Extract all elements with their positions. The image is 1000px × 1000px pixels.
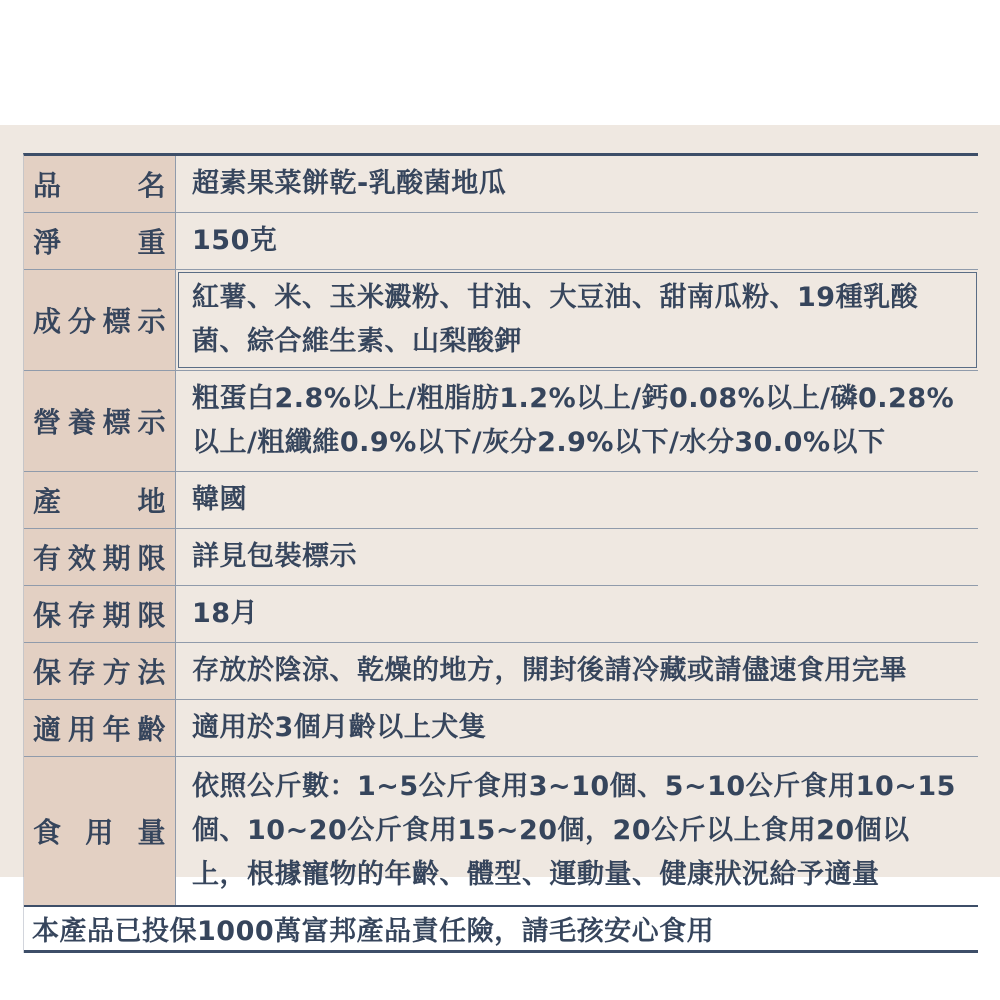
- table-row: [24, 700, 978, 757]
- insurance-note-text: 本產品已投保1000萬富邦產品責任險，請毛孩安心食用: [32, 916, 715, 947]
- product-spec-table: [23, 153, 978, 953]
- insurance-note-row: [24, 905, 978, 953]
- row-value-cell-highlighted: [176, 270, 978, 370]
- row-value-cell: [176, 213, 978, 269]
- row-value-cell: [176, 156, 978, 212]
- table-row: [24, 529, 978, 586]
- row-label-cell: [24, 757, 176, 905]
- row-value-cell: [176, 529, 978, 585]
- row-value-text: 超素果菜餅乾-乳酸菌地瓜: [192, 168, 507, 199]
- table-row: [24, 270, 978, 371]
- row-value-text: 適用於3個月齡以上犬隻: [192, 712, 487, 743]
- row-label-cell: [24, 700, 176, 756]
- table-row: [24, 371, 978, 472]
- row-value-text: 紅薯、米、玉米澱粉、甘油、大豆油、甜南瓜粉、19種乳酸菌、綜合維生素、山梨酸鉀: [192, 282, 919, 357]
- row-label-text: 品名: [33, 169, 166, 202]
- row-label-text: 產地: [33, 485, 166, 518]
- table-row: [24, 472, 978, 529]
- row-label-text: 有效期限: [33, 542, 166, 575]
- row-value-text: 18月: [192, 598, 259, 629]
- row-label-cell: [24, 371, 176, 471]
- table-row: [24, 643, 978, 700]
- row-value-cell: [176, 472, 978, 528]
- row-value-cell: [176, 700, 978, 756]
- row-value-cell: [176, 371, 978, 471]
- row-label-text: 成分標示: [33, 305, 166, 338]
- row-value-text: 韓國: [192, 484, 247, 515]
- row-value-cell: [176, 757, 978, 905]
- row-label-text: 食用量: [33, 816, 166, 849]
- row-label-text: 適用年齡: [33, 713, 166, 746]
- spec-rows: [24, 156, 978, 905]
- row-value-cell: [176, 643, 978, 699]
- row-label-text: 保存方法: [33, 656, 166, 689]
- row-value-text: 詳見包裝標示: [192, 541, 357, 572]
- row-label-cell: [24, 472, 176, 528]
- row-label-cell: [24, 156, 176, 212]
- row-label-text: 保存期限: [33, 599, 166, 632]
- row-label-cell: [24, 213, 176, 269]
- table-row: [24, 586, 978, 643]
- table-row: [24, 213, 978, 270]
- table-row: [24, 156, 978, 213]
- row-value-text: 150克: [192, 225, 278, 256]
- row-label-cell: [24, 529, 176, 585]
- row-value-cell: [176, 586, 978, 642]
- row-label-text: 營養標示: [33, 406, 166, 439]
- row-value-text: 粗蛋白2.8%以上/粗脂肪1.2%以上/鈣0.08%以上/磷0.28%以上/粗纖維0.9%以下/灰分2.9%以下/水分30.0%以下: [192, 383, 955, 458]
- product-spec-panel: [0, 125, 1000, 947]
- table-row: [24, 757, 978, 905]
- row-label-cell: [24, 586, 176, 642]
- row-value-text: 存放於陰涼、乾燥的地方，開封後請冷藏或請儘速食用完畢: [192, 655, 907, 686]
- row-label-cell: [24, 270, 176, 370]
- row-value-text: 依照公斤數：1~5公斤食用3~10個、5~10公斤食用10~15個、10~20公斤食用15~20個，20公斤以上食用20個以上，根據寵物的年齡、體型、運動量、健康狀況給予適量: [192, 771, 956, 890]
- row-label-text: 淨重: [33, 226, 166, 259]
- row-label-cell: [24, 643, 176, 699]
